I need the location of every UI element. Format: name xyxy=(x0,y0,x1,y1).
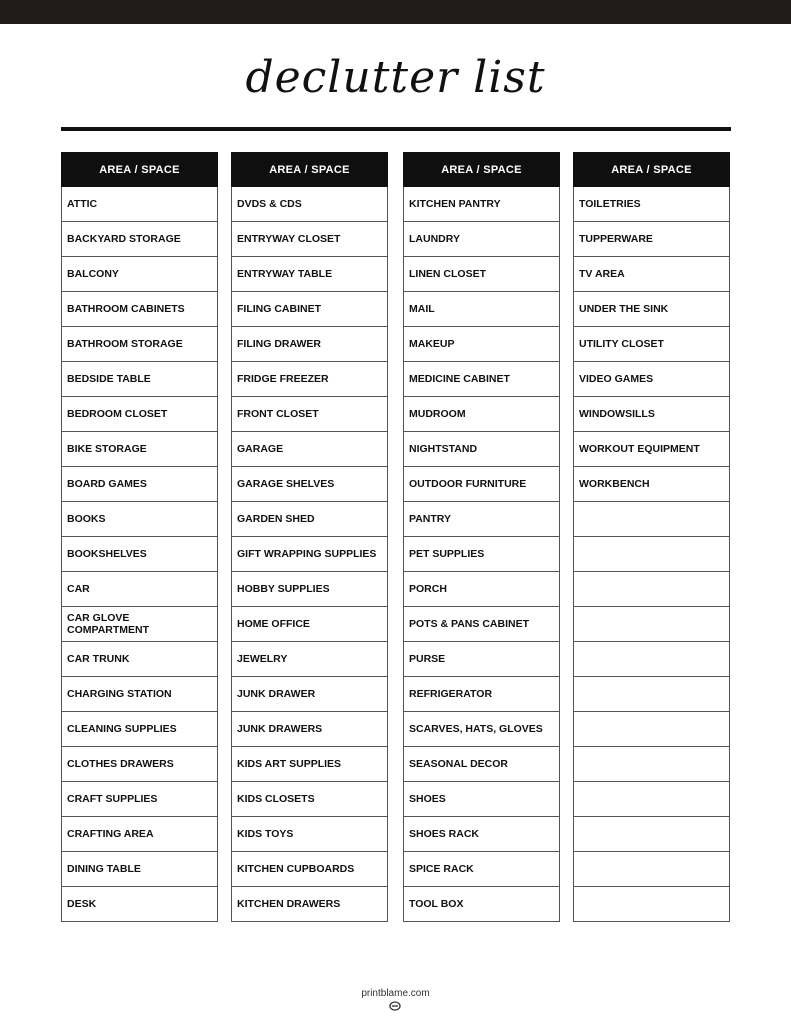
list-item: SEASONAL DECOR xyxy=(404,747,559,782)
list-item: REFRIGERATOR xyxy=(404,677,559,712)
list-item: WORKBENCH xyxy=(574,467,729,502)
list-item: LAUNDRY xyxy=(404,222,559,257)
list-item: CAR GLOVE COMPARTMENT xyxy=(62,607,217,642)
list-item: SHOES RACK xyxy=(404,817,559,852)
list-item: GARAGE SHELVES xyxy=(232,467,387,502)
list-item: TOILETRIES xyxy=(574,187,729,222)
list-item: ATTIC xyxy=(62,187,217,222)
list-item xyxy=(574,817,729,852)
list-item: BALCONY xyxy=(62,257,217,292)
list-item: SCARVES, HATS, GLOVES xyxy=(404,712,559,747)
list-item: KITCHEN DRAWERS xyxy=(232,887,387,922)
list-item: WINDOWSILLS xyxy=(574,397,729,432)
title-divider xyxy=(61,127,731,131)
list-item: GARDEN SHED xyxy=(232,502,387,537)
list-item: UNDER THE SINK xyxy=(574,292,729,327)
list-item xyxy=(574,607,729,642)
list-item: MAKEUP xyxy=(404,327,559,362)
column-rows xyxy=(231,187,388,922)
list-item: CAR TRUNK xyxy=(62,642,217,677)
top-bar xyxy=(0,0,791,24)
list-item xyxy=(574,537,729,572)
list-item xyxy=(574,747,729,782)
list-item xyxy=(574,852,729,887)
list-item: HOME OFFICE xyxy=(232,607,387,642)
list-item: CRAFTING AREA xyxy=(62,817,217,852)
list-item: SHOES xyxy=(404,782,559,817)
list-item: BIKE STORAGE xyxy=(62,432,217,467)
column-header: AREA / SPACE xyxy=(61,152,218,187)
list-item: JEWELRY xyxy=(232,642,387,677)
list-item: KIDS CLOSETS xyxy=(232,782,387,817)
list-item: UTILITY CLOSET xyxy=(574,327,729,362)
column-rows xyxy=(61,187,218,922)
list-item: KIDS ART SUPPLIES xyxy=(232,747,387,782)
list-item: CAR xyxy=(62,572,217,607)
list-item: KIDS TOYS xyxy=(232,817,387,852)
list-item: CHARGING STATION xyxy=(62,677,217,712)
list-item: HOBBY SUPPLIES xyxy=(232,572,387,607)
list-item: FILING DRAWER xyxy=(232,327,387,362)
list-item: CRAFT SUPPLIES xyxy=(62,782,217,817)
list-item: FRONT CLOSET xyxy=(232,397,387,432)
column-3 xyxy=(403,152,560,922)
brand-logo-icon xyxy=(389,1001,401,1011)
list-item: PET SUPPLIES xyxy=(404,537,559,572)
list-item: MUDROOM xyxy=(404,397,559,432)
list-item: JUNK DRAWERS xyxy=(232,712,387,747)
list-item: TV AREA xyxy=(574,257,729,292)
list-item: CLEANING SUPPLIES xyxy=(62,712,217,747)
column-1 xyxy=(61,152,218,922)
footer-site: printblame.com xyxy=(361,988,430,999)
list-item: BOOKSHELVES xyxy=(62,537,217,572)
list-item xyxy=(574,642,729,677)
column-header: AREA / SPACE xyxy=(573,152,730,187)
list-item: SPICE RACK xyxy=(404,852,559,887)
column-header: AREA / SPACE xyxy=(231,152,388,187)
list-item: ENTRYWAY CLOSET xyxy=(232,222,387,257)
list-item: BATHROOM CABINETS xyxy=(62,292,217,327)
list-item: FILING CABINET xyxy=(232,292,387,327)
list-item xyxy=(574,712,729,747)
column-2 xyxy=(231,152,388,922)
list-item: VIDEO GAMES xyxy=(574,362,729,397)
list-item: DESK xyxy=(62,887,217,922)
list-item: WORKOUT EQUIPMENT xyxy=(574,432,729,467)
list-item: GIFT WRAPPING SUPPLIES xyxy=(232,537,387,572)
page-title: declutter list xyxy=(245,52,546,103)
list-item: BEDSIDE TABLE xyxy=(62,362,217,397)
list-item: MAIL xyxy=(404,292,559,327)
list-item: DINING TABLE xyxy=(62,852,217,887)
list-item: CLOTHES DRAWERS xyxy=(62,747,217,782)
list-item xyxy=(574,782,729,817)
list-item: KITCHEN PANTRY xyxy=(404,187,559,222)
list-item xyxy=(574,677,729,712)
list-item: ENTRYWAY TABLE xyxy=(232,257,387,292)
list-item: POTS & PANS CABINET xyxy=(404,607,559,642)
column-4 xyxy=(573,152,730,922)
list-item: OUTDOOR FURNITURE xyxy=(404,467,559,502)
list-item xyxy=(574,572,729,607)
list-item: DVDS & CDS xyxy=(232,187,387,222)
list-item: GARAGE xyxy=(232,432,387,467)
list-item xyxy=(574,502,729,537)
list-item: BOARD GAMES xyxy=(62,467,217,502)
list-item: TUPPERWARE xyxy=(574,222,729,257)
list-item: BACKYARD STORAGE xyxy=(62,222,217,257)
column-rows xyxy=(403,187,560,922)
list-item: LINEN CLOSET xyxy=(404,257,559,292)
list-item: PURSE xyxy=(404,642,559,677)
list-item: PANTRY xyxy=(404,502,559,537)
column-rows xyxy=(573,187,730,922)
list-item: JUNK DRAWER xyxy=(232,677,387,712)
list-item: TOOL BOX xyxy=(404,887,559,922)
list-item: BATHROOM STORAGE xyxy=(62,327,217,362)
list-item: FRIDGE FREEZER xyxy=(232,362,387,397)
list-item: BEDROOM CLOSET xyxy=(62,397,217,432)
list-item: BOOKS xyxy=(62,502,217,537)
list-item xyxy=(574,887,729,922)
list-item: NIGHTSTAND xyxy=(404,432,559,467)
list-item: PORCH xyxy=(404,572,559,607)
column-header: AREA / SPACE xyxy=(403,152,560,187)
list-item: MEDICINE CABINET xyxy=(404,362,559,397)
list-item: KITCHEN CUPBOARDS xyxy=(232,852,387,887)
